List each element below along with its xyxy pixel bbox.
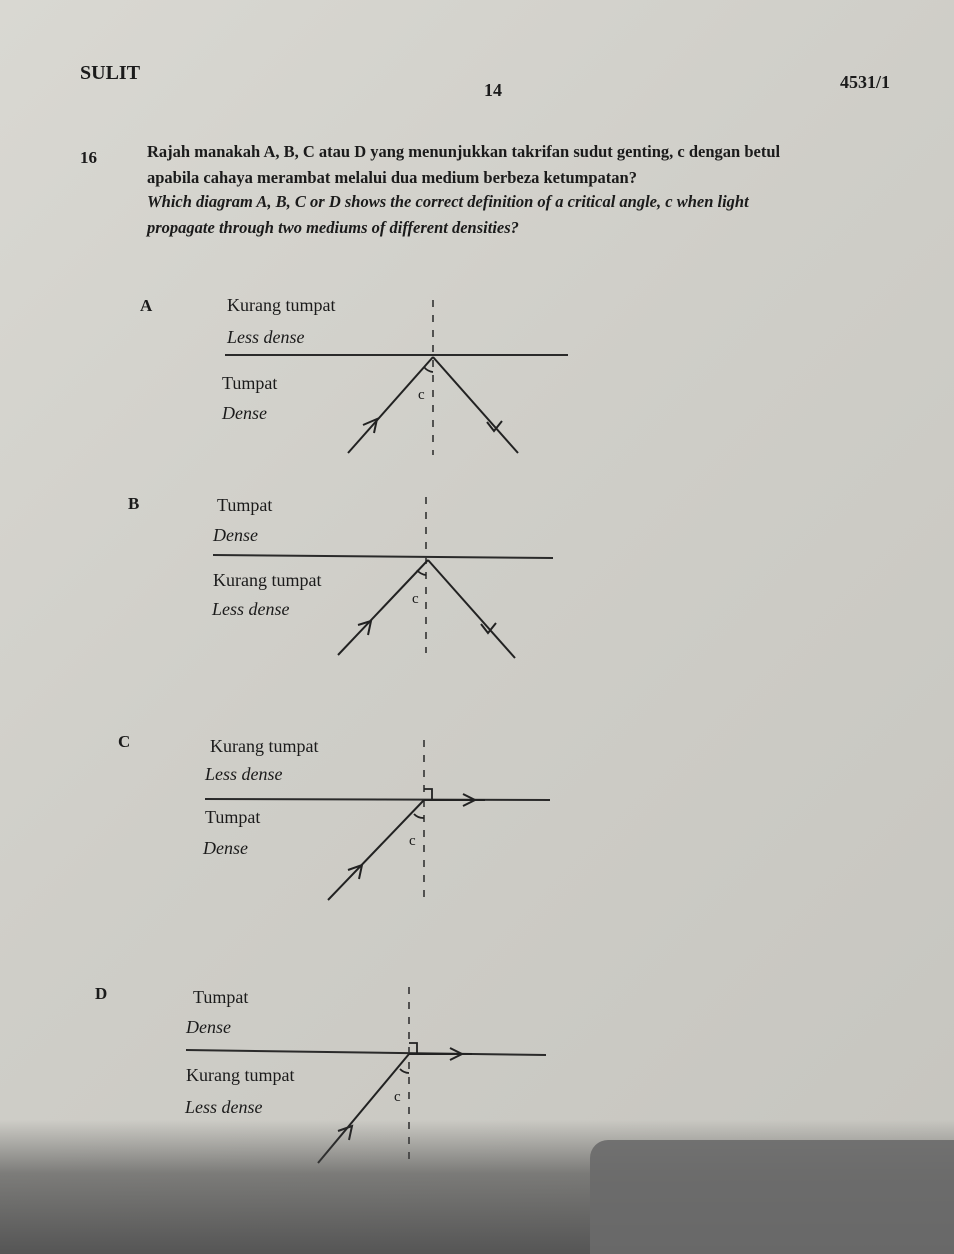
option-d-angle-label: c	[394, 1089, 401, 1105]
option-b-top-english: Dense	[213, 525, 258, 545]
option-d-bottom-english: Less dense	[185, 1097, 263, 1117]
header-classification: SULIT	[80, 62, 141, 84]
option-b-angle-arc	[417, 570, 426, 575]
paper-code: 4531/1	[840, 72, 891, 92]
photo-shadow-right	[590, 1140, 954, 1254]
option-c-right-angle-mark	[424, 789, 432, 799]
option-d-letter[interactable]: D	[95, 984, 108, 1003]
option-d-top-english: Dense	[186, 1017, 231, 1037]
question-malay-line-2: apabila cahaya merambat melalui dua medium berbeza ketumpatan?	[147, 168, 637, 187]
option-b-letter[interactable]: B	[128, 494, 140, 513]
option-b-bottom-malay: Kurang tumpat	[213, 570, 322, 590]
option-d-bottom-malay: Kurang tumpat	[186, 1065, 295, 1085]
option-b-bottom-english: Less dense	[212, 599, 290, 619]
option-a-angle-label: c	[418, 387, 425, 403]
question-english-line-2: propagate through two mediums of different densities?	[147, 218, 519, 237]
option-d-right-angle-mark	[409, 1043, 417, 1053]
option-c-boundary-line	[205, 799, 550, 800]
option-c-angle-arc	[414, 814, 424, 818]
option-a-reflected-ray	[433, 357, 518, 453]
question-number: 16	[80, 148, 97, 167]
option-a-letter[interactable]: A	[140, 296, 153, 315]
option-c-top-english: Less dense	[205, 764, 283, 784]
option-c-bottom-malay: Tumpat	[205, 807, 261, 827]
option-a-bottom-malay: Tumpat	[222, 373, 278, 393]
option-c-bottom-english: Dense	[203, 838, 248, 858]
option-a-top-malay: Kurang tumpat	[227, 295, 336, 315]
option-c-top-malay: Kurang tumpat	[210, 736, 319, 756]
option-b-diagram	[195, 485, 575, 665]
page-number: 14	[484, 80, 502, 100]
option-a-top-english: Less dense	[227, 327, 305, 347]
option-a-angle-arc	[424, 367, 433, 372]
option-a-bottom-english: Dense	[222, 403, 267, 423]
question-english-line-1: Which diagram A, B, C or D shows the correct definition of a critical angle, c when light	[147, 192, 749, 211]
option-d-top-malay: Tumpat	[193, 987, 249, 1007]
option-b-top-malay: Tumpat	[217, 495, 273, 515]
question-malay-line-1: Rajah manakah A, B, C atau D yang menunjukkan takrifan sudut genting, c dengan betul	[147, 142, 781, 161]
option-b-incident-ray	[338, 560, 428, 655]
option-a-incident-arrow	[363, 419, 377, 433]
option-c-diagram	[195, 722, 565, 907]
option-c-angle-label: c	[409, 833, 416, 849]
option-b-boundary-line	[213, 555, 553, 558]
option-a-incident-ray	[348, 357, 433, 453]
option-d-boundary-line	[186, 1050, 546, 1055]
option-b-reflected-ray	[428, 560, 515, 658]
option-c-incident-ray	[328, 800, 424, 900]
option-c-letter[interactable]: C	[118, 732, 131, 751]
option-d-angle-arc	[400, 1069, 409, 1073]
option-b-angle-label: c	[412, 591, 419, 607]
option-a-diagram	[200, 285, 580, 465]
